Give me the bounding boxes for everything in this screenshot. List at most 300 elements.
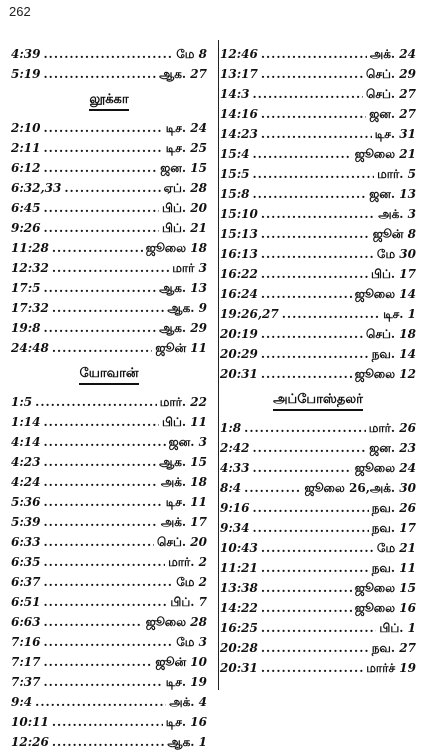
index-entry [11,432,207,452]
verse-reference: 16:13 [220,247,258,261]
index-entry [11,392,207,412]
reading-date [161,512,207,532]
date-day: 15 [190,161,207,175]
date-day: 3 [198,635,207,649]
verse-reference: 6:32,33 [11,181,62,195]
date-day: 8 [198,47,207,61]
reading-date [355,144,416,164]
date-month: டிச. [165,121,187,135]
date-day: 29 [399,67,416,81]
verse-reference: 15:8 [220,187,250,201]
reading-date [166,672,207,692]
verse-reference: 19:8 [11,321,41,335]
verse-reference: 6:12 [11,161,41,175]
dot-leader [35,692,166,712]
dot-leader [35,392,157,412]
reading-date [372,638,416,658]
dot-leader [252,84,363,104]
reading-date [379,618,416,638]
date-day: 2 [198,555,207,569]
verse-reference: 14:23 [220,127,258,141]
reading-date [366,658,416,678]
reading-date [355,284,416,304]
date-month: மே [376,541,396,555]
book-heading-text: அப்போஸ்தலர் [273,392,363,411]
index-entry [11,158,207,178]
dot-leader [43,64,156,84]
date-month: ஜூலை 26,அக். [304,481,396,495]
date-month: ஜூலை [354,461,396,475]
reading-date [159,278,207,298]
date-day: 20 [190,535,207,549]
date-month: ஜூன் [155,655,187,669]
index-entry [220,638,416,658]
index-entry [11,198,207,218]
date-month: அக். [160,475,187,489]
verse-reference: 10:11 [11,715,49,729]
date-month: மே [176,47,195,61]
reading-date [369,438,416,458]
date-day: 21 [399,541,416,555]
date-month: மார். [168,555,195,569]
page-number: 262 [9,4,31,19]
dot-leader [52,258,169,278]
dot-leader [261,344,369,364]
reading-date [377,538,416,558]
reading-date [372,498,416,518]
date-month: நவ. [371,641,396,655]
verse-reference: 12:46 [220,47,258,61]
verse-reference: 15:13 [220,227,258,241]
index-entry [220,124,416,144]
dot-leader [43,412,159,432]
index-entry [220,518,416,538]
index-entry [11,672,207,692]
index-entry [11,412,207,432]
verse-reference: 11:28 [11,241,49,255]
date-day: 23 [399,441,416,455]
date-day: 3 [407,207,416,221]
date-day: 21 [190,221,207,235]
dot-leader [43,318,156,338]
date-day: 19 [190,675,207,689]
date-month: மே [176,635,195,649]
verse-reference: 20:29 [220,347,258,361]
verse-reference: 9:4 [11,695,33,709]
verse-reference: 6:51 [11,595,41,609]
index-entry [11,692,207,712]
reading-date [304,478,416,498]
date-day: 27 [190,67,207,81]
index-entry [220,264,416,284]
index-entry [220,324,416,344]
dot-leader [43,472,157,492]
reading-date [369,184,416,204]
reading-date [166,712,207,732]
book-heading-text: லூக்கா [89,92,128,111]
date-month: ஜூலை [354,601,396,615]
index-entry [220,244,416,264]
verse-reference: 5:39 [11,515,41,529]
reading-date [355,598,416,618]
verse-reference: 16:22 [220,267,258,281]
reading-date [146,612,207,632]
date-day: 9 [198,301,207,315]
index-entry [11,572,207,592]
date-day: 27 [399,641,416,655]
date-day: 28 [190,615,207,629]
index-entry [11,652,207,672]
date-day: 14 [399,287,416,301]
date-month: நவ. [371,561,396,575]
reading-date [366,64,416,84]
dot-leader [282,304,380,324]
verse-reference: 9:34 [220,521,250,535]
column-divider [218,40,219,690]
index-entry [11,532,207,552]
date-month: ஜூன் [155,341,187,355]
dot-leader [261,284,352,304]
index-entry [11,178,207,198]
verse-reference: 15:5 [220,167,250,181]
index-entry [220,164,416,184]
reading-date [355,364,416,384]
reading-date [160,392,207,412]
dot-leader [261,364,352,384]
index-entry [220,418,416,438]
index-entry [11,452,207,472]
dot-leader [43,218,159,238]
date-month: ஜன. [369,187,396,201]
verse-reference: 2:42 [220,441,250,455]
dot-leader [261,44,367,64]
date-month: ஜூலை [354,367,396,381]
reading-date [366,84,416,104]
verse-reference: 1:8 [220,421,242,435]
reading-date [169,692,207,712]
date-month: செப். [366,327,396,341]
date-day: 5 [407,167,416,181]
date-day: 30 [399,481,416,495]
date-day: 27 [399,107,416,121]
reading-date [167,732,207,752]
dot-leader [43,572,173,592]
verse-reference: 15:10 [220,207,258,221]
verse-reference: 6:63 [11,615,41,629]
index-entry [220,224,416,244]
reading-date [162,412,207,432]
date-month: டிச. [383,307,404,321]
index-entry [220,204,416,224]
date-month: ஜூலை [145,241,187,255]
verse-reference: 20:31 [220,661,258,675]
verse-reference: 13:38 [220,581,258,595]
date-month: பிப். [170,595,195,609]
date-day: 11 [399,561,416,575]
date-day: 12 [399,367,416,381]
date-month: ஜன. [369,107,396,121]
date-month: மார்ச் [366,661,396,675]
date-month: செப். [157,535,187,549]
reading-date [176,632,207,652]
index-entry [220,284,416,304]
reading-date [168,552,207,572]
dot-leader [52,238,143,258]
date-month: பிப். [162,415,187,429]
date-day: 13 [399,187,416,201]
index-entry [220,84,416,104]
date-month: ஜூலை [354,287,396,301]
date-day: 8 [407,227,416,241]
dot-leader [43,632,173,652]
dot-leader [261,638,369,658]
reading-date [372,558,416,578]
index-entry [220,144,416,164]
dot-leader [252,184,366,204]
dot-leader [52,338,153,358]
verse-reference: 17:5 [11,281,41,295]
date-month: ஆக. [167,735,195,749]
date-day: 18 [190,241,207,255]
reading-date [378,204,416,224]
dot-leader [261,204,375,224]
dot-leader [43,158,157,178]
dot-leader [43,652,152,672]
index-entry [11,338,207,358]
date-month: டிச. [165,141,187,155]
index-entry [220,438,416,458]
date-day: 1 [407,307,416,321]
date-month: செப். [366,87,396,101]
date-day: 17 [399,267,416,281]
reading-date [371,264,416,284]
index-entry [220,64,416,84]
date-month: ஆக. [167,301,195,315]
date-day: 15 [399,581,416,595]
reading-date [161,472,207,492]
date-day: 30 [399,247,416,261]
verse-reference: 24:48 [11,341,49,355]
reading-date [375,124,416,144]
left-column [11,44,207,752]
date-month: ஏப். [163,181,187,195]
date-day: 1 [407,621,416,635]
reading-date [377,164,416,184]
date-month: நவ. [371,521,396,535]
index-entry [220,104,416,124]
dot-leader [43,452,156,472]
index-entry [220,458,416,478]
verse-reference: 9:16 [220,501,250,515]
index-entry [11,218,207,238]
date-day: 1 [198,735,207,749]
reading-date [369,104,416,124]
reading-date [369,418,416,438]
dot-leader [261,244,374,264]
index-entry [220,478,416,498]
verse-reference: 14:22 [220,601,258,615]
date-day: 15 [190,455,207,469]
date-day: 16 [399,601,416,615]
date-month: டிச. [165,495,187,509]
index-entry [11,492,207,512]
date-day: 13 [190,281,207,295]
dot-leader [261,64,363,84]
reading-date [370,44,416,64]
date-day: 11 [190,341,207,355]
reading-date [166,118,207,138]
reading-date [172,258,207,278]
verse-reference: 15:4 [220,147,250,161]
dot-leader [52,298,165,318]
dot-leader [261,538,374,558]
date-month: பிப். [162,201,187,215]
reading-date [159,452,207,472]
dot-leader [261,658,363,678]
reading-date [167,298,207,318]
index-entry [11,298,207,318]
verse-reference: 6:35 [11,555,41,569]
index-entry [220,598,416,618]
verse-reference: 12:32 [11,261,49,275]
date-month: அக். [169,695,195,709]
date-month: ஜன. [369,441,396,455]
date-month: நவ. [371,501,396,515]
dot-leader [261,104,366,124]
reading-date [169,432,207,452]
index-entry [220,618,416,638]
dot-leader [43,278,156,298]
date-month: ஆக. [159,321,187,335]
index-entry [11,44,207,64]
reading-date [366,324,416,344]
date-month: மார். [377,167,404,181]
date-month: ஆக. [159,455,187,469]
index-entry [220,304,416,324]
dot-leader [43,198,159,218]
date-day: 11 [190,415,207,429]
reading-date [355,578,416,598]
verse-reference: 6:37 [11,575,41,589]
index-entry [220,364,416,384]
reading-date [377,244,416,264]
date-day: 20 [190,201,207,215]
dot-leader [261,618,377,638]
index-entry [11,712,207,732]
dot-leader [261,578,352,598]
date-month: ஜூலை [354,147,396,161]
index-entry [11,318,207,338]
dot-leader [252,518,368,538]
date-month: பிப். [162,221,187,235]
reading-date [372,344,416,364]
dot-leader [43,432,165,452]
date-day: 2 [198,575,207,589]
book-heading [11,84,207,118]
verse-reference: 20:19 [220,327,258,341]
verse-reference: 16:24 [220,287,258,301]
verse-reference: 14:16 [220,107,258,121]
dot-leader [43,138,162,158]
reading-date [155,652,207,672]
index-entry [220,498,416,518]
date-day: 24 [399,47,416,61]
verse-reference: 4:14 [11,435,41,449]
reading-date [383,304,416,324]
date-month: டிச. [165,715,187,729]
reading-date [170,592,207,612]
reading-date [159,318,207,338]
reading-date [166,492,207,512]
verse-reference: 16:25 [220,621,258,635]
date-day: 22 [190,395,207,409]
date-day: 3 [198,261,207,275]
index-entry [11,632,207,652]
index-entry [11,278,207,298]
reading-date [176,44,207,64]
index-entry [11,612,207,632]
dot-leader [252,144,351,164]
date-month: மார். [159,395,187,409]
index-entry [220,578,416,598]
date-day: 7 [198,595,207,609]
reading-date [176,572,207,592]
reading-date [373,224,416,244]
reading-date [164,178,207,198]
date-month: ஜூலை [145,615,187,629]
verse-reference: 2:10 [11,121,41,135]
index-entry [220,44,416,64]
date-month: ஜூலை [354,581,396,595]
verse-reference: 4:33 [220,461,250,475]
date-day: 25 [190,141,207,155]
dot-leader [252,498,368,518]
date-month: பிப். [371,267,396,281]
reading-date [166,138,207,158]
verse-reference: 8:4 [220,481,242,495]
verse-reference: 7:16 [11,635,41,649]
date-month: அக். [160,515,187,529]
verse-reference: 4:23 [11,455,41,469]
dot-leader [52,732,165,752]
date-day: 17 [399,521,416,535]
dot-leader [244,478,301,498]
verse-reference: 5:36 [11,495,41,509]
reading-date [146,238,207,258]
book-heading [220,384,416,418]
date-day: 26 [399,501,416,515]
date-month: நவ. [371,347,396,361]
index-entry [11,472,207,492]
date-month: ஆக. [159,67,187,81]
index-entry [11,64,207,84]
dot-leader [244,418,366,438]
dot-leader [252,438,366,458]
book-heading [11,358,207,392]
date-month: அக். [378,207,404,221]
index-entry [220,558,416,578]
index-entry [11,732,207,752]
reading-date [355,458,416,478]
date-month: ஜூன் [372,227,404,241]
dot-leader [261,324,363,344]
date-month: செப். [366,67,396,81]
date-month: டிச. [165,675,187,689]
verse-reference: 20:28 [220,641,258,655]
right-column [220,44,416,678]
date-day: 17 [190,515,207,529]
dot-leader [261,124,372,144]
